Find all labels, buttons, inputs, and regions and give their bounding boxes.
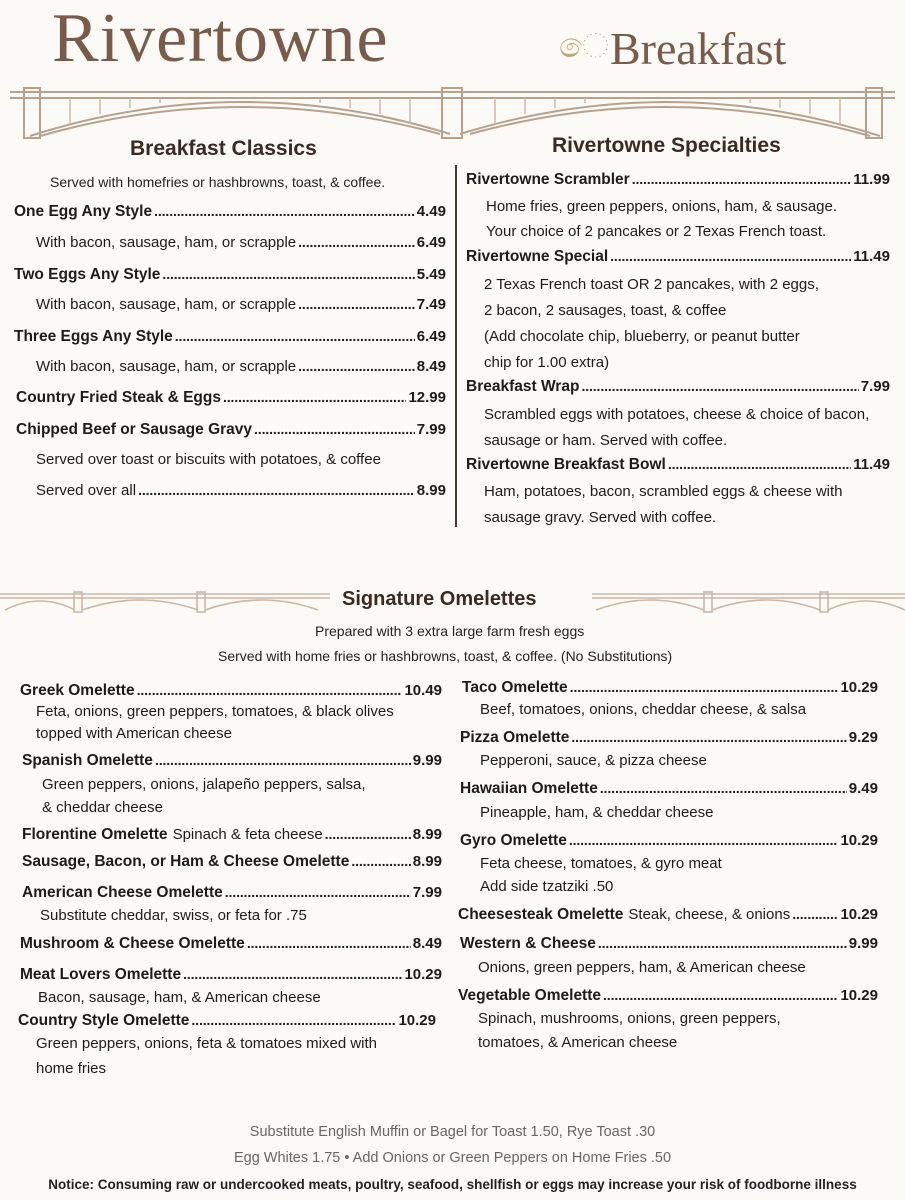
item-price: 10.29 xyxy=(840,987,878,1004)
item-name: Vegetable Omelette xyxy=(458,987,602,1004)
item-description: Your choice of 2 pancakes or 2 Texas French toast. xyxy=(486,223,827,240)
item-description: sausage or ham. Served with coffee. xyxy=(484,432,728,449)
item-price: 10.49 xyxy=(404,682,442,699)
menu-item xyxy=(22,884,442,902)
menu-item xyxy=(22,826,442,844)
menu-item xyxy=(36,482,446,499)
item-description: sausage gravy. Served with coffee. xyxy=(484,509,717,526)
menu-item xyxy=(460,780,878,798)
item-name: Country Fried Steak & Eggs xyxy=(16,389,221,406)
item-price: 10.29 xyxy=(398,1012,436,1029)
menu-item xyxy=(18,1012,436,1030)
menu-item xyxy=(466,378,890,396)
specialties-title: Rivertowne Specialties xyxy=(552,134,781,157)
menu-item xyxy=(20,935,442,953)
classics-title: Breakfast Classics xyxy=(130,137,317,160)
bridge-divider-left xyxy=(0,586,330,616)
menu-item xyxy=(466,171,890,189)
menu-item xyxy=(460,729,878,747)
menu-item xyxy=(460,935,878,953)
item-price: 6.49 xyxy=(416,234,446,251)
item-name: With bacon, sausage, ham, or scrapple xyxy=(36,358,297,375)
menu-item xyxy=(22,853,442,871)
item-name: Chipped Beef or Sausage Gravy xyxy=(16,421,253,438)
item-name: Hawaiian Omelette xyxy=(460,780,598,797)
item-name: Mushroom & Cheese Omelette xyxy=(20,935,245,952)
item-description: Served over toast or biscuits with potatoes, & coffee xyxy=(36,451,381,468)
item-description: Onions, green peppers, ham, & American cheese xyxy=(478,959,806,976)
item-name: Greek Omelette xyxy=(20,682,135,699)
item-price: 9.49 xyxy=(848,780,878,797)
menu-item xyxy=(16,421,446,439)
item-description: Bacon, sausage, ham, & American cheese xyxy=(38,989,321,1006)
column-divider xyxy=(455,165,457,527)
item-price: 9.99 xyxy=(412,752,442,769)
item-description: Add side tzatziki .50 xyxy=(480,878,614,895)
menu-item xyxy=(14,328,446,346)
item-price: 8.49 xyxy=(416,358,446,375)
item-price: 11.49 xyxy=(853,248,890,265)
item-description: Substitute cheddar, swiss, or feta for .75 xyxy=(40,907,307,924)
item-name: Rivertowne Scrambler xyxy=(466,171,630,188)
menu-item xyxy=(458,987,878,1005)
item-price: 5.49 xyxy=(416,266,446,283)
item-description: topped with American cheese xyxy=(36,725,232,742)
item-description: chip for 1.00 extra) xyxy=(484,354,610,371)
item-name: American Cheese Omelette xyxy=(22,884,223,901)
item-name: With bacon, sausage, ham, or scrapple xyxy=(36,296,297,313)
item-price: 6.49 xyxy=(416,328,446,345)
footer-notice: Notice: Consuming raw or undercooked meats, poultry, seafood, shellfish or eggs may increase your risk of foodborne illness xyxy=(48,1177,857,1192)
item-description: Spinach, mushrooms, onions, green peppers, xyxy=(478,1010,781,1027)
item-price: 8.99 xyxy=(416,482,446,499)
classics-note: Served with homefries or hashbrowns, toast, & coffee. xyxy=(50,174,386,190)
item-description: Green peppers, onions, jalapeño peppers, salsa, xyxy=(42,776,366,793)
item-name: Pizza Omelette xyxy=(460,729,570,746)
item-name: Spanish Omelette xyxy=(22,752,153,769)
item-price: 8.99 xyxy=(412,826,442,843)
item-price: 11.49 xyxy=(853,456,890,473)
item-name: Gyro Omelette xyxy=(460,832,567,849)
footer-line-1: Substitute English Muffin or Bagel for Toast 1.50, Rye Toast .30 xyxy=(249,1124,656,1140)
item-description: Feta, onions, green peppers, tomatoes, & black olives xyxy=(36,703,394,720)
menu-item xyxy=(20,682,442,700)
menu-item xyxy=(466,456,890,474)
footer-line-2: Egg Whites 1.75 • Add Onions or Green Peppers on Home Fries .50 xyxy=(233,1150,672,1166)
item-description: (Add chocolate chip, blueberry, or peanut butter xyxy=(484,328,800,345)
item-name: Sausage, Bacon, or Ham & Cheese Omelette xyxy=(22,853,350,870)
omelettes-note-2: Served with home fries or hashbrowns, toast, & coffee. (No Substitutions) xyxy=(218,648,673,664)
item-price: 8.99 xyxy=(412,853,442,870)
omelettes-note-1: Prepared with 3 extra large farm fresh eggs xyxy=(315,623,585,639)
item-name: Two Eggs Any Style xyxy=(14,266,161,283)
item-price: 10.29 xyxy=(404,966,442,983)
item-description: Scrambled eggs with potatoes, cheese & choice of bacon, xyxy=(484,406,870,423)
item-name: Western & Cheese xyxy=(460,935,596,952)
menu-item xyxy=(36,296,446,313)
item-price: 11.99 xyxy=(853,171,890,188)
menu-item xyxy=(462,679,878,697)
item-description: & cheddar cheese xyxy=(42,799,163,816)
menu-item xyxy=(14,266,446,284)
item-price: 10.29 xyxy=(840,679,878,696)
item-name: Rivertowne Special xyxy=(466,248,609,265)
item-description: Ham, potatoes, bacon, scrambled eggs & cheese with xyxy=(484,483,843,500)
item-description: tomatoes, & American cheese xyxy=(478,1034,678,1051)
item-price: 7.49 xyxy=(416,296,446,313)
menu-item xyxy=(14,203,446,221)
omelettes-title: Signature Omelettes xyxy=(342,588,537,610)
item-description: Green peppers, onions, feta & tomatoes mixed with xyxy=(36,1035,378,1052)
item-description: 2 Texas French toast OR 2 pancakes, with 2 eggs, xyxy=(484,276,819,293)
item-name: Taco Omelette xyxy=(462,679,568,696)
item-extra: Steak, cheese, & onions xyxy=(628,906,791,923)
item-name: Three Eggs Any Style xyxy=(14,328,173,345)
item-price: 10.29 xyxy=(840,832,878,849)
item-name: Florentine Omelette xyxy=(22,826,168,843)
item-price: 9.99 xyxy=(848,935,878,952)
item-description: Pineapple, ham, & cheddar cheese xyxy=(480,804,714,821)
item-price: 9.29 xyxy=(848,729,878,746)
item-description: Beef, tomatoes, onions, cheddar cheese, & salsa xyxy=(480,701,807,718)
item-name: One Egg Any Style xyxy=(14,203,153,220)
item-description: Home fries, green peppers, onions, ham, & sausage. xyxy=(486,198,838,215)
item-price: 4.49 xyxy=(416,203,446,220)
brand-subtitle: Breakfast xyxy=(610,23,787,74)
item-description: 2 bacon, 2 sausages, toast, & coffee xyxy=(484,302,727,319)
item-description: home fries xyxy=(36,1060,107,1077)
item-price: 7.99 xyxy=(412,884,442,901)
menu-item xyxy=(22,752,442,770)
bridge-divider-right xyxy=(592,586,905,616)
item-price: 10.29 xyxy=(840,906,878,923)
menu-item xyxy=(458,906,878,924)
menu-item xyxy=(36,358,446,375)
item-price: 7.99 xyxy=(416,421,446,438)
item-description: Pepperoni, sauce, & pizza cheese xyxy=(480,752,707,769)
item-name: Country Style Omelette xyxy=(18,1012,190,1029)
item-extra: Spinach & feta cheese xyxy=(172,826,323,843)
item-price: 12.99 xyxy=(408,389,446,406)
item-description: Feta cheese, tomatoes, & gyro meat xyxy=(480,855,722,872)
item-price: 8.49 xyxy=(412,935,442,952)
brand-title: Rivertowne xyxy=(52,0,389,77)
menu-item xyxy=(20,966,442,984)
menu-item xyxy=(36,234,446,251)
menu-item xyxy=(16,389,446,407)
menu-item xyxy=(466,248,890,266)
item-name: Meat Lovers Omelette xyxy=(20,966,182,983)
menu-item xyxy=(460,832,878,850)
ornament-swirl: ෙ xyxy=(559,28,610,65)
item-name: Rivertowne Breakfast Bowl xyxy=(466,456,666,473)
item-name: Breakfast Wrap xyxy=(466,378,580,395)
item-name: Cheesesteak Omelette xyxy=(458,906,624,923)
item-name: With bacon, sausage, ham, or scrapple xyxy=(36,234,297,251)
item-name: Served over all xyxy=(36,482,137,499)
item-price: 7.99 xyxy=(860,378,890,395)
